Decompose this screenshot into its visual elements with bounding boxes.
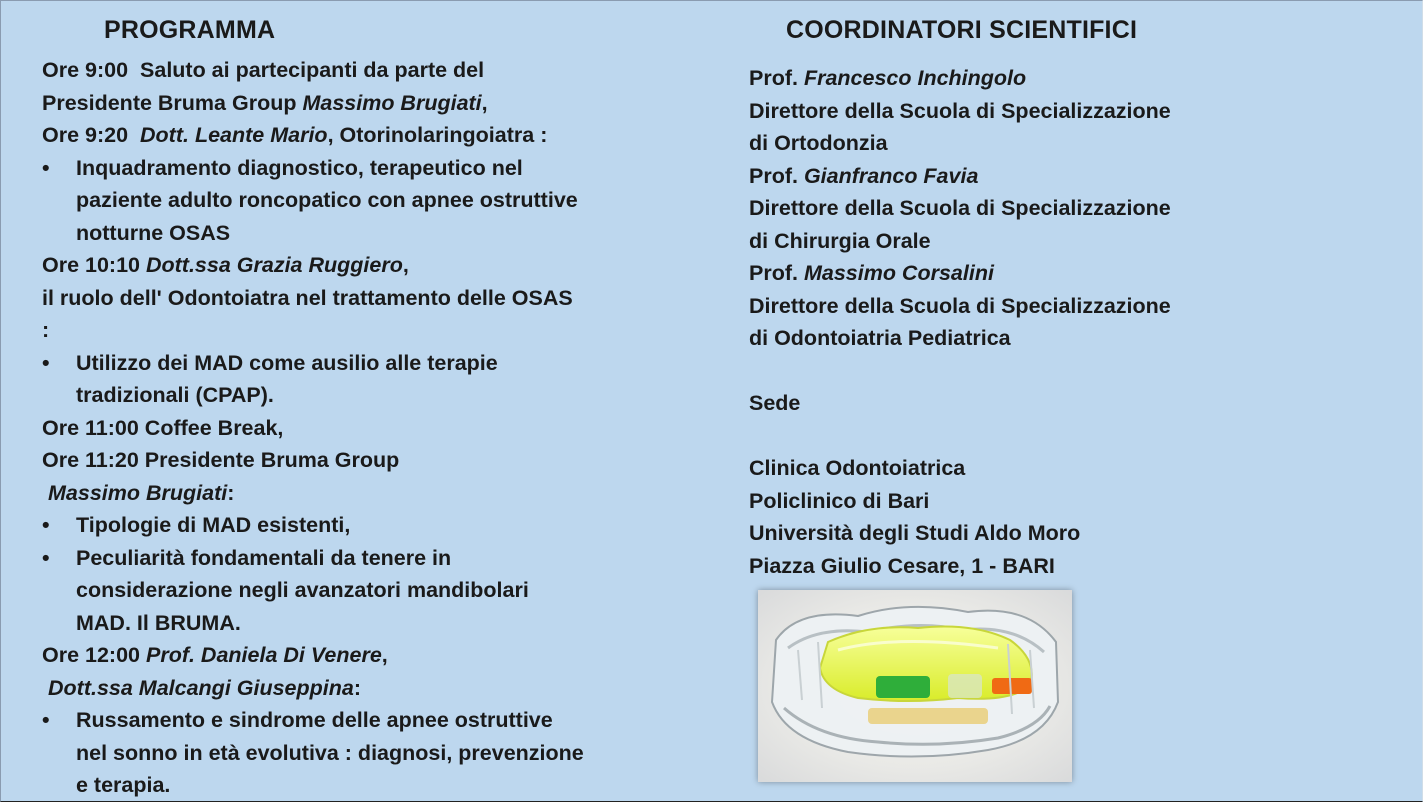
coordinator-name: Prof. Francesco Inchingolo bbox=[749, 66, 1027, 90]
sede-line: Policlinico di Bari bbox=[749, 488, 930, 513]
coordinator-role: Direttore della Scuola di Specializzazione bbox=[749, 293, 1171, 318]
program-bullet-cont: notturne OSAS bbox=[76, 220, 231, 245]
program-bullet: • Utilizzo dei MAD come ausilio alle terapie bbox=[42, 347, 682, 380]
program-line: Ore 11:00 Coffee Break, bbox=[42, 415, 284, 440]
programma-title: PROGRAMMA bbox=[104, 16, 276, 44]
program-line: Ore 9:00 Saluto ai partecipanti da parte del bbox=[42, 58, 485, 82]
sede-title: Sede bbox=[749, 391, 801, 415]
sede-line: Università degli Studi Aldo Moro bbox=[749, 521, 1081, 545]
mandibular-device-icon bbox=[758, 590, 1072, 782]
program-line: Presidente Bruma Group Massimo Brugiati, bbox=[42, 90, 488, 115]
program-line: Massimo Brugiati: bbox=[48, 480, 235, 505]
sede-line: Clinica Odontoiatrica bbox=[749, 456, 966, 480]
mad-device-photo bbox=[758, 590, 1072, 782]
coordinator-role: di Chirurgia Orale bbox=[749, 228, 931, 253]
coordinator-role: di Ortodonzia bbox=[749, 131, 888, 155]
sede-line: Piazza Giulio Cesare, 1 - BARI bbox=[749, 553, 1055, 578]
program-line: Ore 9:20 Dott. Leante Mario, Otorinolaringoiatra : bbox=[42, 123, 548, 147]
program-bullet-cont: paziente adulto roncopatico con apnee ostruttive bbox=[76, 188, 578, 212]
program-bullet-cont: nel sonno in età evolutiva : diagnosi, prevenzione bbox=[76, 740, 584, 765]
coordinatori-title: COORDINATORI SCIENTIFICI bbox=[786, 16, 1138, 44]
program-line: il ruolo dell' Odontoiatra nel trattamento delle OSAS bbox=[42, 285, 573, 310]
program-bullet: • Tipologie di MAD esistenti, bbox=[42, 509, 682, 542]
coordinator-name: Prof. Massimo Corsalini bbox=[749, 261, 994, 285]
program-bullet-cont: MAD. Il BRUMA. bbox=[76, 610, 241, 635]
program-line: Dott.ssa Malcangi Giuseppina: bbox=[48, 675, 362, 700]
program-bullet-cont: considerazione negli avanzatori mandibolari bbox=[76, 578, 529, 602]
program-bullet-cont: e terapia. bbox=[76, 773, 171, 797]
program-line: Ore 10:10 Dott.ssa Grazia Ruggiero, bbox=[42, 253, 409, 277]
coordinatori-column bbox=[749, 14, 1389, 582]
program-line: : bbox=[42, 318, 50, 342]
program-bullet: • Peculiarità fondamentali da tenere in bbox=[42, 542, 682, 575]
coordinator-role: Direttore della Scuola di Specializzazione bbox=[749, 196, 1171, 220]
program-line: Ore 11:20 Presidente Bruma Group bbox=[42, 448, 400, 472]
program-bullet: • Inquadramento diagnostico, terapeutico nel bbox=[42, 152, 682, 185]
program-bullet: • Russamento e sindrome delle apnee ostruttive bbox=[42, 704, 682, 737]
coordinator-role: di Odontoiatria Pediatrica bbox=[749, 326, 1011, 350]
programma-column bbox=[42, 14, 682, 802]
coordinator-name: Prof. Gianfranco Favia bbox=[749, 163, 979, 188]
coordinator-role: Direttore della Scuola di Specializzazione bbox=[749, 98, 1171, 123]
program-line: Ore 12:00 Prof. Daniela Di Venere, bbox=[42, 643, 388, 667]
program-bullet-cont: tradizionali (CPAP). bbox=[76, 383, 274, 407]
